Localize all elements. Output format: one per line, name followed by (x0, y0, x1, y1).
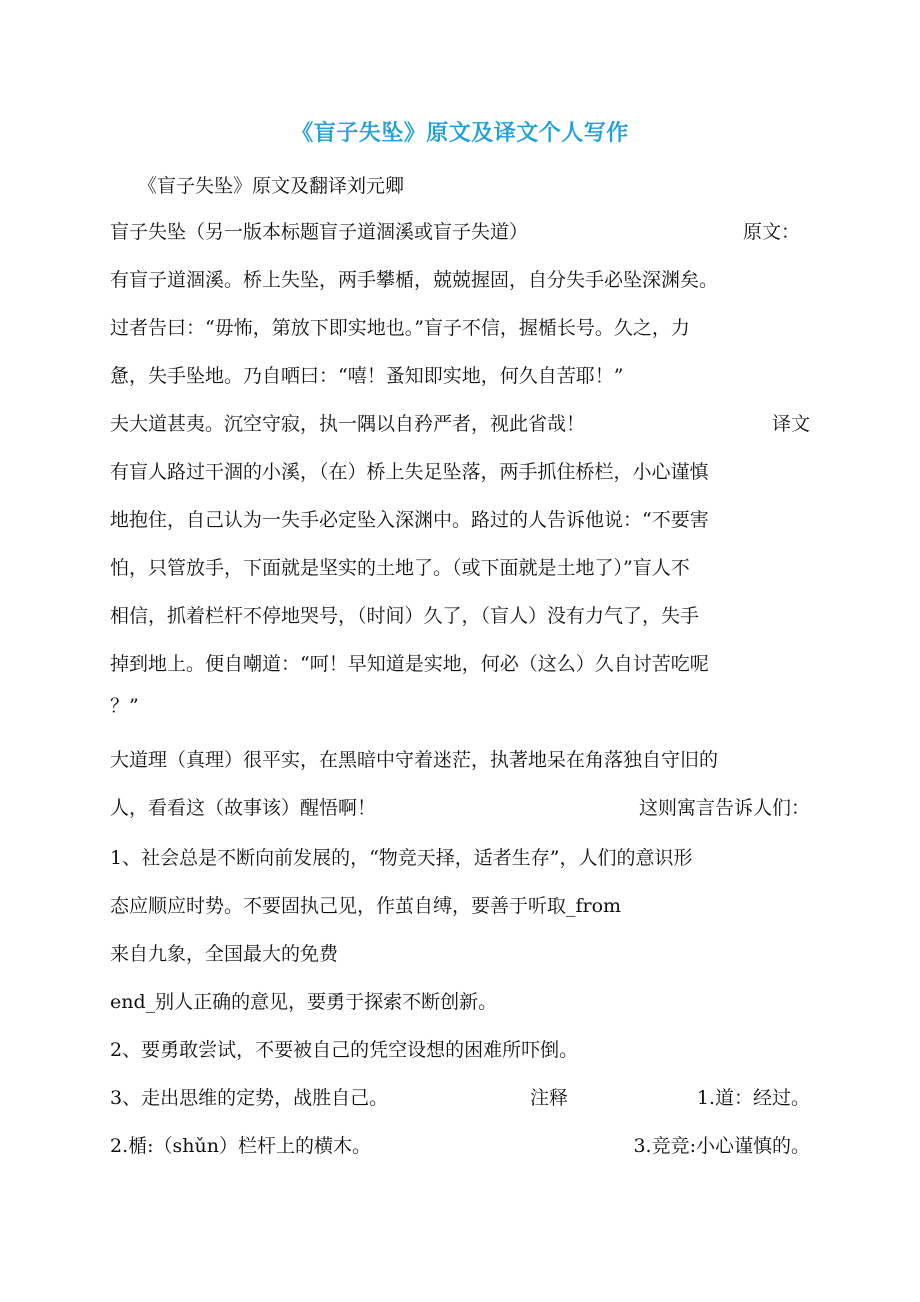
document-title: 《盲子失坠》原文及译文个人写作 (291, 121, 629, 146)
text-line-left: 夫大道甚夷。沉空守寂，执一隅以自矜严者，视此省哉！ (110, 413, 586, 435)
text-line: 怕，只管放手，下面就是坚实的土地了。（或下面就是土地了）”盲人不 (110, 557, 690, 579)
section-label-translation: 译文 (771, 413, 810, 435)
text-line: 1、社会总是不断向前发展的，“物竞天择，适者生存”，人们的意识形 (110, 847, 693, 869)
note-item: 3.竞竞:小心谨慎的。 (633, 1135, 810, 1157)
section-label-notes: 注释 (530, 1087, 569, 1109)
document-subtitle: 《盲子失坠》原文及翻译刘元卿 (138, 175, 405, 197)
text-line (110, 220, 810, 244)
text-line: end_别人正确的意见，要勇于探索不断创新。 (110, 991, 498, 1013)
text-line-left: 3、走出思维的定势，战胜自己。 (110, 1087, 389, 1109)
text-line: 掉到地上。便自嘲道：“呵！早知道是实地，何必（这么）久自讨苦吃呢 (110, 653, 709, 675)
text-line: 有盲子道涸溪。桥上失坠，两手攀楯，兢兢握固，自分失手必坠深渊矣。 (110, 269, 719, 291)
section-label-moral: 这则寓言告诉人们： (638, 797, 810, 819)
text-line (110, 412, 810, 436)
text-line (110, 1134, 810, 1158)
text-line-left: 盲子失坠（另一版本标题盲子道涸溪或盲子失道） (110, 221, 529, 243)
text-line: 有盲人路过干涸的小溪，（在）桥上失足坠落，两手抓住桥栏，小心谨慎 (110, 461, 709, 483)
text-line (110, 1086, 810, 1110)
text-line: 相信，抓着栏杆不停地哭号，（时间）久了，（盲人）没有力气了，失手 (110, 605, 700, 627)
text-line: 惫，失手坠地。乃自哂曰：“嘻！蚤知即实地，何久自苦耶！” (110, 365, 624, 387)
section-label-original: 原文： (742, 221, 800, 243)
text-line: 态应顺应时势。不要固执己见，作茧自缚，要善于听取_from (110, 895, 622, 917)
text-line: 地抱住，自己认为一失手必定坠入深渊中。路过的人告诉他说：“不要害 (110, 509, 709, 531)
text-line: 过者告曰：“毋怖，第放下即实地也。”盲子不信，握楯长号。久之，力 (110, 317, 690, 339)
note-item: 1.道：经过。 (696, 1087, 810, 1109)
text-line (110, 796, 810, 820)
text-line: 大道理（真理）很平实，在黑暗中守着迷茫，执著地呆在角落独自守旧的 (110, 749, 719, 771)
text-line: ？” (110, 695, 139, 717)
note-item: 2.楯:（shǔn）栏杆上的横木。 (110, 1135, 371, 1157)
text-line: 2、要勇敢尝试，不要被自己的凭空设想的困难所吓倒。 (110, 1039, 579, 1061)
text-line: 来自九象，全国最大的免费 (110, 943, 339, 965)
text-line-left: 人，看看这（故事该）醒悟啊！ (110, 797, 377, 819)
